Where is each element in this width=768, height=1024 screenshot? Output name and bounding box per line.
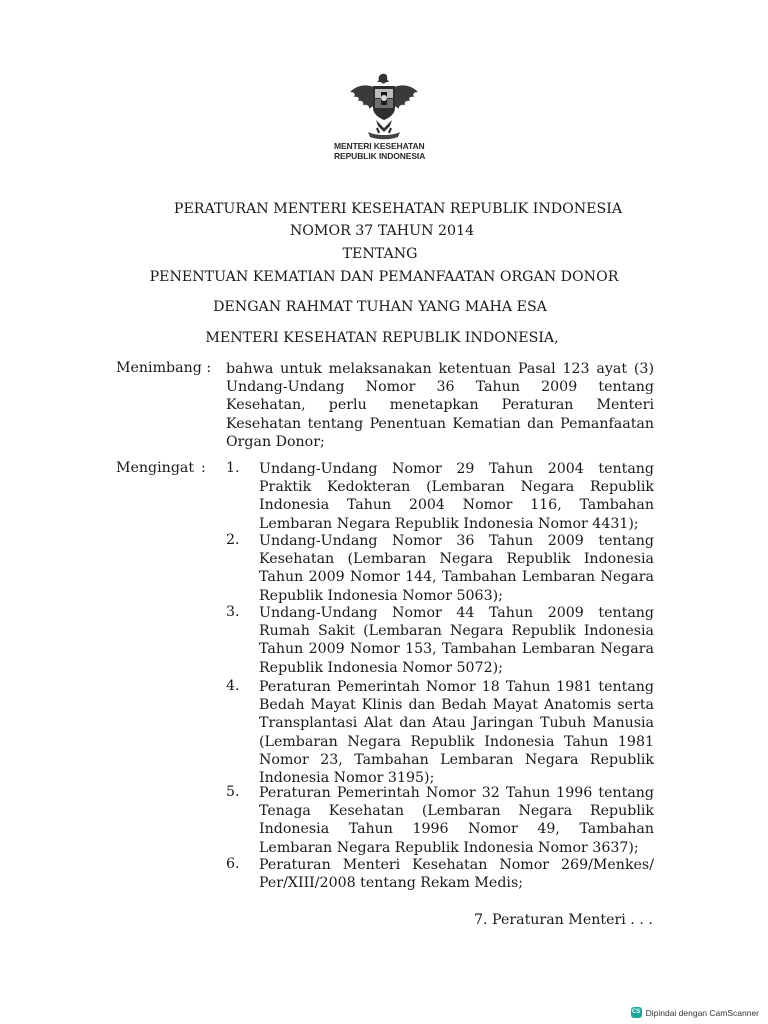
menimbang-label: Menimbang : (116, 360, 212, 376)
issuer: MENTERI KESEHATAN REPUBLIK INDONESIA, (205, 330, 559, 346)
list-item (259, 532, 654, 605)
text-line: Peraturan Menteri Kesehatan Nomor 269/Menkes/ (259, 857, 654, 873)
item-number: 4. (226, 678, 240, 694)
item-number: 5. (226, 784, 240, 800)
item-number: 2. (226, 532, 240, 548)
text-line: Kesehatan (Lembaran Negara Republik Indonesia (259, 551, 654, 568)
text-line: Kesehatan tentang Penentuan Kematian dan Pemanfaatan (226, 415, 654, 432)
text-line: Indonesia Tahun 2004 Nomor 116, Tambahan (259, 497, 654, 514)
text-line: Tahun 2009 Nomor 153, Tambahan Lembaran Negara (259, 641, 654, 658)
text-line: Kesehatan, perlu menetapkan Peraturan Menteri (226, 397, 654, 414)
text-line: Undang-Undang Nomor 29 Tahun 2004 tentang (259, 461, 654, 477)
ministry-line-1: MENTERI KESEHATAN (334, 141, 425, 151)
list-item (259, 856, 654, 892)
camscanner-icon: CS (631, 1007, 642, 1018)
item-number: 3. (226, 604, 240, 620)
text-line: Peraturan Pemerintah Nomor 32 Tahun 1996 tentang (259, 785, 654, 801)
text-line: Lembaran Negara Republik Indonesia Nomor 4431); (259, 515, 639, 532)
list-item (259, 604, 654, 677)
text-line: Republik Indonesia Nomor 5063); (259, 587, 503, 604)
text-line: Organ Donor; (226, 433, 325, 450)
regulation-number: NOMOR 37 TAHUN 2014 (289, 223, 475, 239)
text-line: Rumah Sakit (Lembaran Negara Republik Indonesia (259, 623, 654, 640)
text-line: Undang-Undang Nomor 36 Tahun 2009 tentang (259, 533, 654, 549)
item-number: 6. (226, 856, 240, 872)
text-line: Praktik Kedokteran (Lembaran Negara Republik (259, 479, 654, 496)
mengingat-colon: : (201, 460, 206, 476)
text-line: Peraturan Pemerintah Nomor 18 Tahun 1981 tentang (259, 679, 654, 695)
text-line: Tahun 2009 Nomor 144, Tambahan Lembaran Negara (259, 569, 654, 586)
text-line: bahwa untuk melaksanakan ketentuan Pasal 123 ayat (3) (226, 361, 654, 377)
regulation-about: TENTANG (342, 246, 418, 262)
text-line: Undang-Undang Nomor 36 Tahun 2009 tentang (226, 379, 654, 396)
invocation: DENGAN RAHMAT TUHAN YANG MAHA ESA (213, 299, 547, 315)
text-line: Lembaran Negara Republik Indonesia Nomor 3637); (259, 839, 639, 856)
list-item (259, 784, 654, 857)
text-line: Republik Indonesia Nomor 5072); (259, 659, 503, 676)
mengingat-label: Mengingat (116, 460, 195, 476)
garuda-emblem-icon (346, 70, 422, 142)
scanner-watermark-text: Dipindai dengan CamScanner (645, 1007, 759, 1018)
page-continuation: 7. Peraturan Menteri . . . (474, 912, 653, 928)
regulation-subject: PENENTUAN KEMATIAN DAN PEMANFAATAN ORGAN DONOR (149, 269, 619, 285)
list-item (259, 678, 654, 787)
text-line: Tenaga Kesehatan (Lembaran Negara Republik (259, 803, 654, 820)
text-line: Nomor 23, Tambahan Lembaran Negara Republik (259, 751, 654, 768)
text-line: Per/XIII/2008 tentang Rekam Medis; (259, 875, 523, 892)
ministry-line-2: REPUBLIK INDONESIA (334, 150, 426, 161)
regulation-title: PERATURAN MENTERI KESEHATAN REPUBLIK INDONESIA (173, 201, 623, 217)
text-line: Bedah Mayat Klinis dan Bedah Mayat Anatomis serta (259, 697, 654, 714)
text-line: Transplantasi Alat dan Atau Jaringan Tubuh Manusia (259, 715, 654, 732)
text-line: Indonesia Nomor 3195); (259, 769, 435, 786)
list-item (259, 460, 654, 533)
text-line: Undang-Undang Nomor 44 Tahun 2009 tentang (259, 605, 654, 621)
menimbang-text (226, 360, 654, 451)
text-line: Indonesia Tahun 1996 Nomor 49, Tambahan (259, 821, 654, 838)
text-line: (Lembaran Negara Republik Indonesia Tahun 1981 (259, 733, 654, 750)
scanner-watermark (631, 1007, 759, 1018)
ministry-letterhead (334, 142, 454, 161)
item-number: 1. (226, 460, 240, 476)
